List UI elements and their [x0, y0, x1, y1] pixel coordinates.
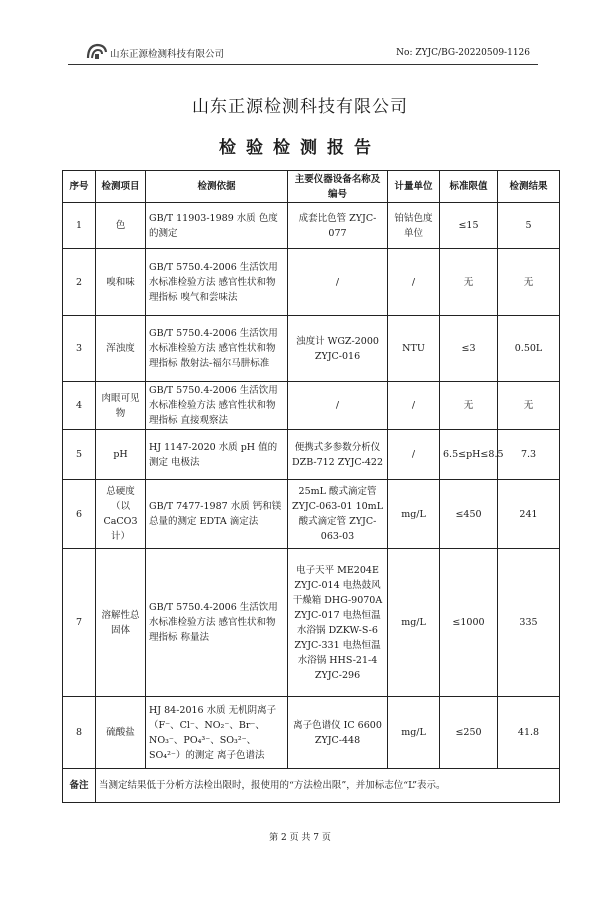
results-table: [62, 170, 560, 803]
cell-unit: mg/L: [388, 549, 440, 697]
col-header-result: 检测结果: [498, 171, 560, 203]
cell-equipment: 浊度计 WGZ-2000 ZYJC-016: [288, 316, 388, 382]
report-number: No: ZYJC/BG-20220509-1126: [396, 48, 530, 58]
cell-result: 0.50L: [498, 316, 560, 382]
cell-no: 2: [63, 249, 96, 316]
cell-limit: ≤1000: [440, 549, 498, 697]
cell-item: 总硬度（以CaCO3计）: [96, 480, 146, 549]
cell-unit: 铂钴色度单位: [388, 203, 440, 249]
cell-item: 肉眼可见物: [96, 382, 146, 430]
cell-result: 7.3: [498, 430, 560, 480]
cell-basis: GB/T 11903-1989 水质 色度的测定: [146, 203, 288, 249]
cell-unit: /: [388, 430, 440, 480]
cell-equipment: /: [288, 249, 388, 316]
cell-no: 1: [63, 203, 96, 249]
page-footer: 第 2 页 共 7 页: [269, 833, 331, 843]
table-header-row: [63, 171, 560, 203]
cell-no: 4: [63, 382, 96, 430]
table-row: [63, 480, 560, 549]
col-header-limit: 标准限值: [440, 171, 498, 203]
cell-equipment: 25mL 酸式滴定管 ZYJC-063-01 10mL 酸式滴定管 ZYJC-063-03: [288, 480, 388, 549]
cell-result: 241: [498, 480, 560, 549]
table-row: [63, 430, 560, 480]
company-logo-icon: [86, 42, 108, 62]
cell-equipment: 电子天平 ME204E ZYJC-014 电热鼓风干燥箱 DHG-9070A ZYJC-017 电热恒温水浴锅 DZKW-S-6 ZYJC-331 电热恒温水浴锅 HHS-21-4 ZYJC-296: [288, 549, 388, 697]
cell-no: 3: [63, 316, 96, 382]
cell-basis: GB/T 5750.4-2006 生活饮用水标准检验方法 感官性状和物理指标 直接观察法: [146, 382, 288, 430]
col-header-basis: 检测依据: [146, 171, 288, 203]
cell-basis: GB/T 5750.4-2006 生活饮用水标准检验方法 感官性状和物理指标 散射法-福尔马肼标准: [146, 316, 288, 382]
note-row: [63, 769, 560, 803]
cell-basis: GB/T 5750.4-2006 生活饮用水标准检验方法 感官性状和物理指标 称量法: [146, 549, 288, 697]
cell-item: 色: [96, 203, 146, 249]
cell-no: 5: [63, 430, 96, 480]
cell-basis: HJ 84-2016 水质 无机阴离子（F⁻、Cl⁻、NO₂⁻、Br⁻、NO₃⁻、PO₄³⁻、SO₃²⁻、SO₄²⁻）的测定 离子色谱法: [146, 697, 288, 769]
cell-result: 无: [498, 382, 560, 430]
cell-result: 335: [498, 549, 560, 697]
cell-limit: ≤250: [440, 697, 498, 769]
col-header-equipment: 主要仪器设备名称及编号: [288, 171, 388, 203]
cell-item: pH: [96, 430, 146, 480]
cell-no: 6: [63, 480, 96, 549]
cell-equipment: /: [288, 382, 388, 430]
table-row: [63, 316, 560, 382]
cell-basis: GB/T 5750.4-2006 生活饮用水标准检验方法 感官性状和物理指标 嗅气和尝味法: [146, 249, 288, 316]
cell-basis: GB/T 7477-1987 水质 钙和镁总量的测定 EDTA 滴定法: [146, 480, 288, 549]
table-row: [63, 203, 560, 249]
cell-limit: 无: [440, 382, 498, 430]
cell-equipment: 离子色谱仪 IC 6600 ZYJC-448: [288, 697, 388, 769]
cell-no: 8: [63, 697, 96, 769]
col-header-no: 序号: [63, 171, 96, 203]
cell-item: 浑浊度: [96, 316, 146, 382]
note-label: 备注: [63, 769, 96, 803]
cell-equipment: 成套比色管 ZYJC-077: [288, 203, 388, 249]
col-header-item: 检测项目: [96, 171, 146, 203]
table-row: [63, 697, 560, 769]
cell-limit: ≤15: [440, 203, 498, 249]
table-row: [63, 382, 560, 430]
cell-item: 硫酸盐: [96, 697, 146, 769]
company-title: 山东正源检测科技有限公司: [192, 97, 408, 117]
cell-item: 嗅和味: [96, 249, 146, 316]
header-company-name: 山东正源检测科技有限公司: [110, 49, 225, 60]
cell-equipment: 便携式多参数分析仪 DZB-712 ZYJC-422: [288, 430, 388, 480]
table-row: [63, 549, 560, 697]
cell-limit: 6.5≤pH≤8.5: [440, 430, 498, 480]
cell-unit: /: [388, 382, 440, 430]
cell-unit: NTU: [388, 316, 440, 382]
table-row: [63, 249, 560, 316]
cell-basis: HJ 1147-2020 水质 pH 值的测定 电极法: [146, 430, 288, 480]
cell-result: 无: [498, 249, 560, 316]
report-title: 检验检测报告: [219, 138, 381, 158]
cell-unit: /: [388, 249, 440, 316]
cell-result: 41.8: [498, 697, 560, 769]
cell-unit: mg/L: [388, 480, 440, 549]
cell-limit: 无: [440, 249, 498, 316]
cell-no: 7: [63, 549, 96, 697]
cell-item: 溶解性总固体: [96, 549, 146, 697]
page-header: [68, 40, 538, 65]
cell-limit: ≤450: [440, 480, 498, 549]
cell-unit: mg/L: [388, 697, 440, 769]
cell-result: 5: [498, 203, 560, 249]
col-header-unit: 计量单位: [388, 171, 440, 203]
cell-limit: ≤3: [440, 316, 498, 382]
note-text: 当测定结果低于分析方法检出限时，报使用的“方法检出限”，并加标志位“L”表示。: [96, 769, 560, 803]
